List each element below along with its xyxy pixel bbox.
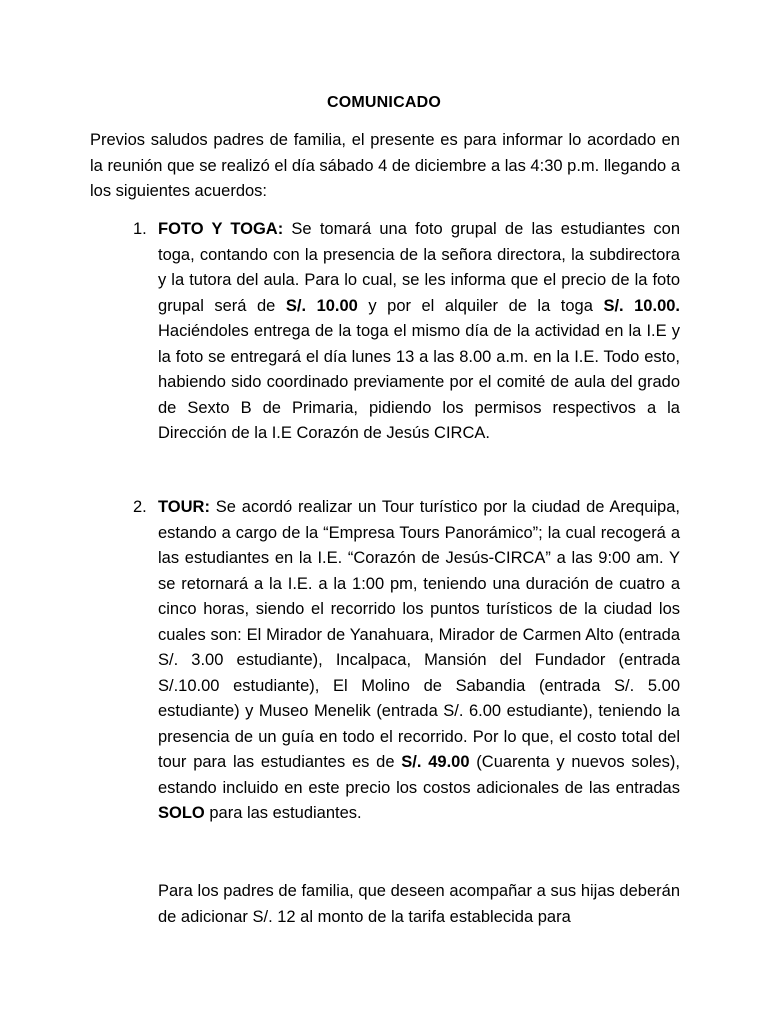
agreement-item-photo-toga <box>133 217 681 447</box>
item-heading: FOTO Y TOGA: <box>158 220 284 238</box>
toga-price: S/. 10.00. <box>603 296 681 315</box>
intro-paragraph: Previos saludos padres de familia, el presente es para informar lo acordado en la reunión que se realizó el día sábado 4 de diciembre a las 4:30 p.m. llegando a los siguientes acuerdos: <box>90 131 680 200</box>
agreement-item-tour <box>133 495 680 827</box>
item-text-part: (Cuarenta y nuevos soles), estando incluido en este precio los costos adicionales de las entradas <box>158 753 680 797</box>
tour-total-price: S/. 49.00 <box>401 753 470 771</box>
item-text-part: Se acordó realizar un Tour turístico por la ciudad de Arequipa, estando a cargo de la “Empresa Tours Panorámico”; la cual recogerá a las estudiantes en la I.E. “Corazón de Jesús-CIRCA” a las 9:00 am. Y se retornará a la I.E. a la 1:00 pm, teniendo una duración de cuatro a cinco horas, siendo el recorrido los puntos turísticos de la ciudad los cuales son: El Mirador de Yanahuara, Mirador de Carmen Alto (entrada S/. 3.00 estudiante), Incalpaca, Mansión del Fundador (entrada S/.10.00 estudiante), El Molino de Sabandia (entrada S/. 5.00 estudiante) y Museo Menelik (entrada S/. 6.00 estudiante), teniendo la presencia de un guía en todo el recorrido. Por lo que, el costo total del tour para las estudiantes es de <box>158 498 680 771</box>
item-text-part: y por el alquiler de la toga <box>357 296 604 315</box>
parents-paragraph: Para los padres de familia, que deseen acompañar a sus hijas deberán de adicionar S/. 12 al monto de la tarifa establecida para <box>158 882 680 926</box>
document-title: COMUNICADO <box>327 94 441 111</box>
item-text <box>158 217 680 447</box>
item-number: 2. <box>133 498 147 516</box>
photo-price: S/. 10.00 <box>285 296 358 315</box>
item-text-part: Haciéndoles entrega de la toga el mismo día de la actividad en la I.E y la foto se entregará el día lunes 13 a las 8.00 a.m. en la I.E. Todo esto, habiendo sido coordinado previamente por el comité de aula del grado de Sexto B de Primaria, pidiendo los permisos respectivos a la Dirección de la I.E Corazón de Jesús CIRCA. <box>158 322 680 442</box>
item-number: 1. <box>133 220 147 238</box>
item-heading: TOUR: <box>158 498 210 516</box>
item-text-part: para las estudiantes. <box>204 804 362 822</box>
item-text <box>158 495 680 827</box>
item-text-part: Se tomará una foto grupal de las estudiantes con toga, contando con la presencia de la señora directora, la subdirectora y la tutora del aula. Para lo cual, se les informa que el precio de la foto grupal será de <box>158 220 680 315</box>
emphasis-solo: SOLO <box>158 804 205 822</box>
